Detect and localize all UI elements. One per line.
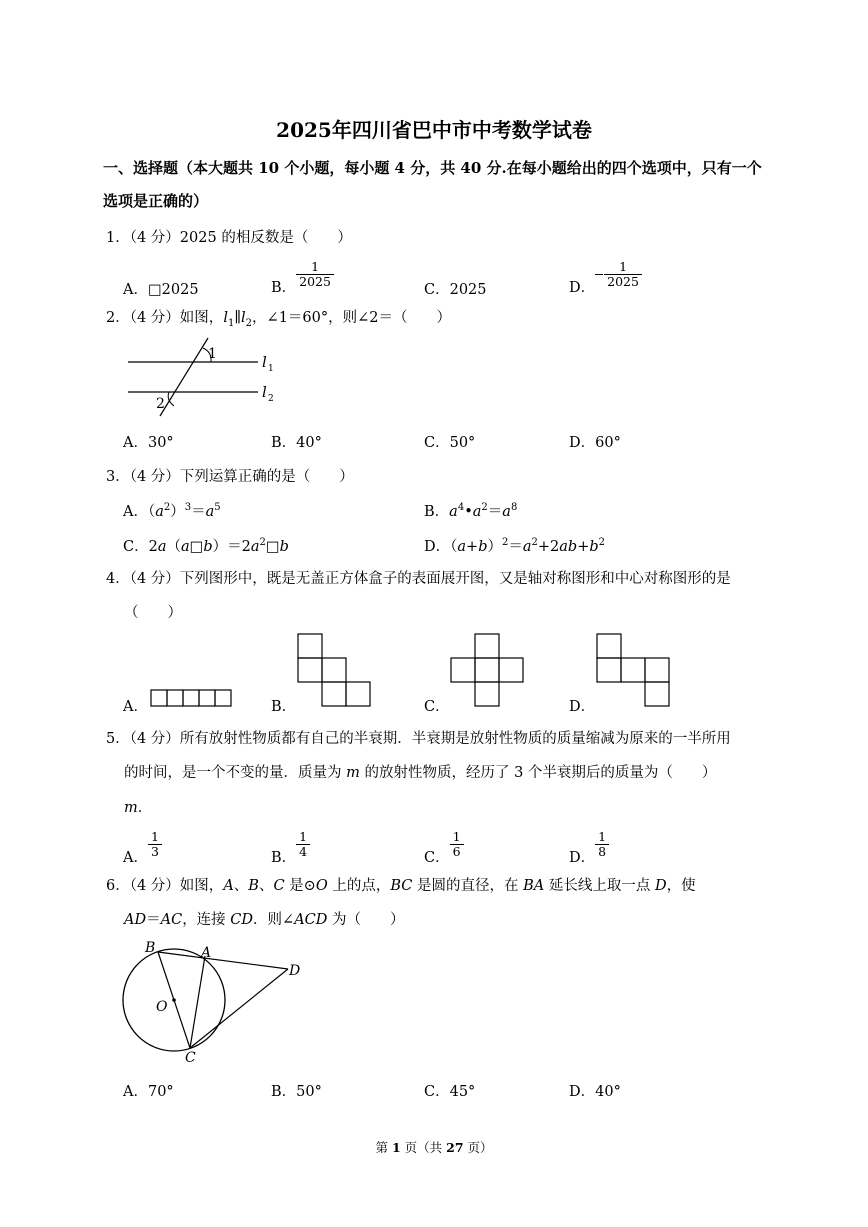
fraction: $\frac{1}{4}$ [296, 830, 310, 859]
fraction: $\frac{1}{2025}$ [296, 260, 334, 289]
q3-option-c[interactable]: C．$2a(a□b)=2a^2□b$ [123, 537, 289, 555]
q5-option-c[interactable]: C． $\frac{1}{6}$ [424, 822, 464, 867]
q5-option-d[interactable]: D． $\frac{1}{8}$ [569, 822, 609, 867]
question-3-stem: 3．（4 分）下列运算正确的是（ ） [106, 469, 354, 485]
svg-text:1: 1 [268, 364, 274, 374]
q3-option-a[interactable]: A．$(a^2)^3=a^5$ [123, 502, 221, 520]
q5-option-b[interactable]: B． $\frac{1}{4}$ [271, 822, 310, 867]
question-2-stem: 2．（4 分）如图，$l_1\parallel l_2$，∠1＝60°，则∠2＝（ ） [106, 310, 451, 329]
line-cd [190, 969, 288, 1048]
page-footer: 第 1 页（共 27 页） [375, 1140, 493, 1155]
q6-option-b[interactable]: B．50° [271, 1084, 322, 1100]
question-1-stem: 1．（4 分）2025 的相反数是（ ） [106, 230, 352, 246]
net-figure-b [297, 633, 373, 709]
question-5-stem: 5．（4 分）所有放射性物质都有自己的半衰期．半衰期是放射性物质的质量缩减为原来的一半所用 [106, 731, 731, 747]
line-l2-label: l [262, 383, 267, 401]
question-6-stem: 6．（4 分）如图，A、B、C 是⊙O 上的点，BC 是圆的直径，在 BA 延长线上取一点 D，使 [106, 878, 696, 894]
q4-option-d[interactable]: D． [569, 699, 596, 715]
section-heading-cont: 选项是正确的） [103, 192, 209, 210]
fraction: $\frac{1}{6}$ [450, 830, 464, 859]
q6-option-a[interactable]: A．70° [123, 1084, 174, 1100]
q2-option-a[interactable]: A．30° [123, 435, 174, 451]
fraction: $\frac{1}{8}$ [595, 830, 609, 859]
point-b-label: B [145, 940, 156, 956]
line-l1-label: l [262, 353, 267, 371]
question-6-stem-cont: AD＝AC，连接 CD．则∠ACD 为（ ） [124, 912, 405, 928]
fraction: $\frac{1}{3}$ [148, 830, 162, 859]
q6-option-c[interactable]: C．45° [424, 1084, 476, 1100]
point-o-label: O [156, 999, 168, 1015]
minus-sign [595, 274, 603, 275]
question-4-stem-cont: （ ） [124, 605, 182, 621]
center-point [172, 998, 176, 1002]
net-figure-a [150, 689, 232, 709]
q1-option-c[interactable]: C．2025 [424, 282, 487, 298]
circle-figure [115, 937, 315, 1065]
angle-2-label: 2 [156, 396, 165, 412]
q4-option-c[interactable]: C． [424, 699, 450, 715]
page-title: 2025年四川省巴中市中考数学试卷 [276, 118, 592, 142]
q4-option-a[interactable]: A． [123, 699, 148, 715]
net-figure-d [596, 633, 672, 709]
q3-option-b[interactable]: B．$a^4•a^2=a^8$ [424, 502, 518, 520]
point-d-label: D [289, 963, 301, 979]
q1-option-a[interactable]: A．□2025 [123, 282, 199, 298]
transversal [160, 338, 208, 416]
q2-option-d[interactable]: D．60° [569, 435, 621, 451]
q2-option-b[interactable]: B．40° [271, 435, 322, 451]
q1-option-d[interactable]: D． $\frac{1}{2025}$ [569, 252, 642, 297]
question-5-stem-cont: 的时间，是一个不变的量．质量为 m 的放射性物质，经历了 3 个半衰期后的质量为（ ） [124, 765, 717, 781]
net-figure-c [450, 633, 526, 709]
q3-option-d[interactable]: D．$(a+b)^2=a^2+2ab+b^2$ [424, 537, 606, 555]
parallel-lines-figure [120, 334, 290, 420]
q5-option-a[interactable]: A． $\frac{1}{3}$ [123, 822, 162, 867]
svg-text:2: 2 [268, 394, 274, 404]
section-heading: 一、选择题（本大题共 10 个小题，每小题 4 分，共 40 分.在每小题给出的四个选项中，只有一个 [103, 159, 762, 177]
q1-option-b[interactable]: B． $\frac{1}{2025}$ [271, 252, 334, 297]
fraction: $\frac{1}{2025}$ [604, 260, 642, 289]
question-5-unit: m． [124, 800, 153, 816]
point-c-label: C [185, 1050, 196, 1065]
point-a-label: A [201, 945, 212, 961]
question-4-stem: 4．（4 分）下列图形中，既是无盖正方体盒子的表面展开图，又是轴对称图形和中心对称图形的是 [106, 571, 731, 587]
angle-1-label: 1 [208, 346, 217, 362]
line-bd [158, 952, 288, 969]
q6-option-d[interactable]: D．40° [569, 1084, 621, 1100]
q4-option-b[interactable]: B． [271, 699, 297, 715]
line-ac [190, 956, 205, 1048]
q2-option-c[interactable]: C．50° [424, 435, 476, 451]
